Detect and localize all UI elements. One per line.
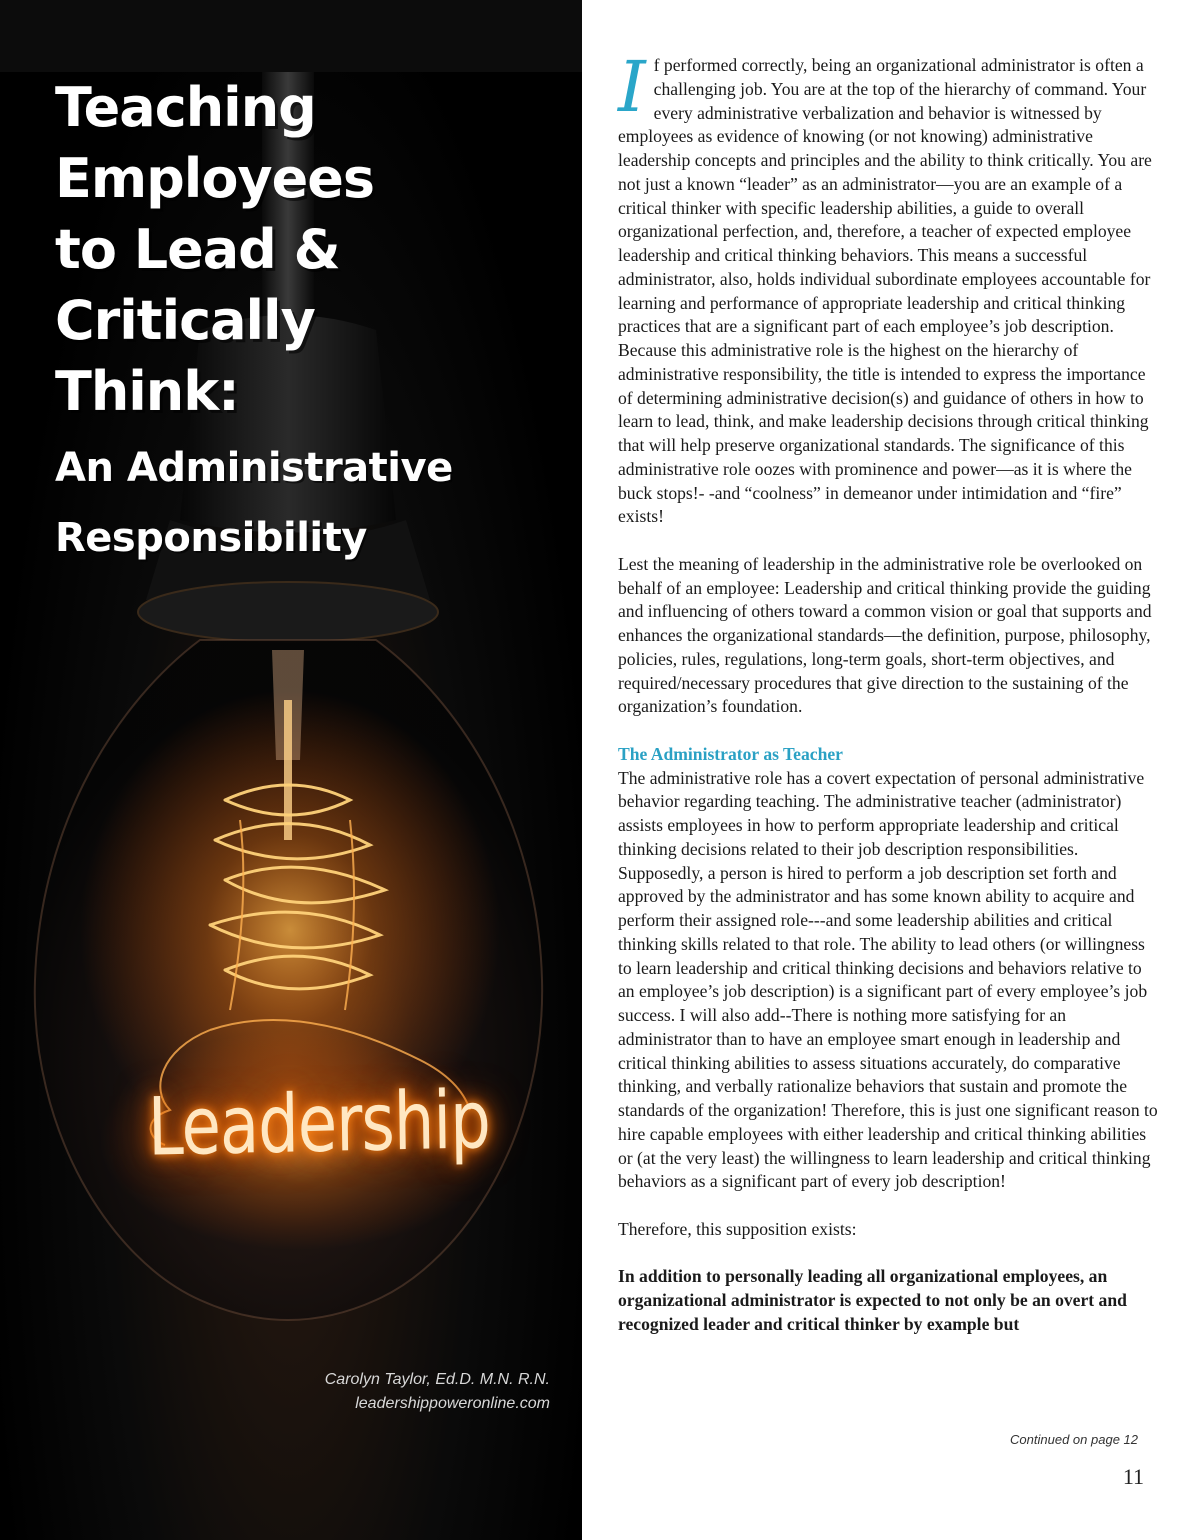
subtitle-line: Responsibility [55,515,367,561]
paragraph-administrator-teacher: The administrative role has a covert expectation of personal administrative behavior regarding teaching. The administrative teacher (administrator) assists employees in how to perform appropriate leadership and critical thinking decisions related to their job description responsibilities. Supposedly, a person is hired to perform a job description set forth and approved by the administrator and has some known ability to acquire and perform their assigned role---and some leadership abilities and critical thinking skills related to that role. The ability to lead others (or willingness to learn leadership and critical thinking decisions and behaviors relative to an employee’s job description) is a significant part of every employee’s job success. I will also add--There is nothing more satisfying for an administrator than to have an employee smart enough in leadership and critical thinking abilities to assess situations accurately, do comparative thinking, and verbally rationalize behaviors that sustain and promote the standards of the organization! Therefore, this is just one significant reason to hire capable employees with either leadership and critical thinking abilities or (at the very least) the willingness to learn leadership and critical thinking behaviors as a significant part of every job description! [618,767,1158,1192]
paragraph-supposition: Therefore, this supposition exists: [618,1218,857,1239]
title-line: Critically [55,289,315,352]
section-heading: The Administrator as Teacher [618,743,843,764]
title-line: Teaching [55,76,316,139]
paragraph-intro-text: f performed correctly, being an organizational administrator is often a challenging job. You are at the top of the hierarchy of command. Your every administrative verbalization and behavior is witnessed by employees as evidence of knowing (or not knowing) administrative leadership concepts and principles and the ability to think critically. You are not just a known “leader” as an administrator—you are an example of a critical thinker with specific leadership abilities, a guide to overall organizational perfection, and, therefore, a teacher of expected employee leadership and critical thinking behaviors. This means a successful administrator, also, holds individual subordinate employees accountable for learning and performance of appropriate leadership and critical thinking practices that are a significant part of each employee’s job description. Because this administrative role is the highest on the hierarchy of administrative responsibility, the title is intended to express the importance of determining administrative decision(s) and guidance of others in how to learn to lead, think, and make leadership decisions through critical thinking that will help preserve organizational standards. The significance of this administrative role oozes with prominence and power—as it is where the buck stops!- -and “coolness” in demeanor under intimidation and “fire” exists! [618,55,1152,527]
subtitle-line: An Administrative [55,445,453,491]
continued-note: Continued on page 12 [1010,1432,1138,1447]
bulb-leadership-text: Leadership [147,1074,491,1175]
title-line: to Lead & [55,218,340,281]
paragraph-leadership-meaning: Lest the meaning of leadership in the administrative role be overlooked on behalf of an employee: Leadership and critical thinking provide the guiding and influencing of others toward a common vision or goal that supports and enhances the organizational standards—the definition, purpose, philosophy, policies, rules, regulations, long-term goals, short-term objectives, and required/necessary procedures that give direction to the sustaining of the organization’s foundation. [618,553,1152,717]
cover-photo-panel [0,0,582,1540]
title-line: Think: [55,360,239,423]
byline [325,1368,550,1416]
article-body [618,46,1158,1337]
author-name: Carolyn Taylor, Ed.D. M.N. R.N. [324,1371,550,1388]
paragraph-intro [618,46,1158,529]
page-number: 11 [1122,1464,1144,1489]
title-line: Employees [55,147,375,210]
paragraph-bold-statement: In addition to personally leading all organizational employees, an organizational administrator is expected to not only be an overt and recognized leader and critical thinker by example but [618,1266,1127,1334]
drop-cap: I [618,46,646,128]
author-website: leadershippoweronline.com [355,1395,550,1412]
article-title [55,72,565,573]
